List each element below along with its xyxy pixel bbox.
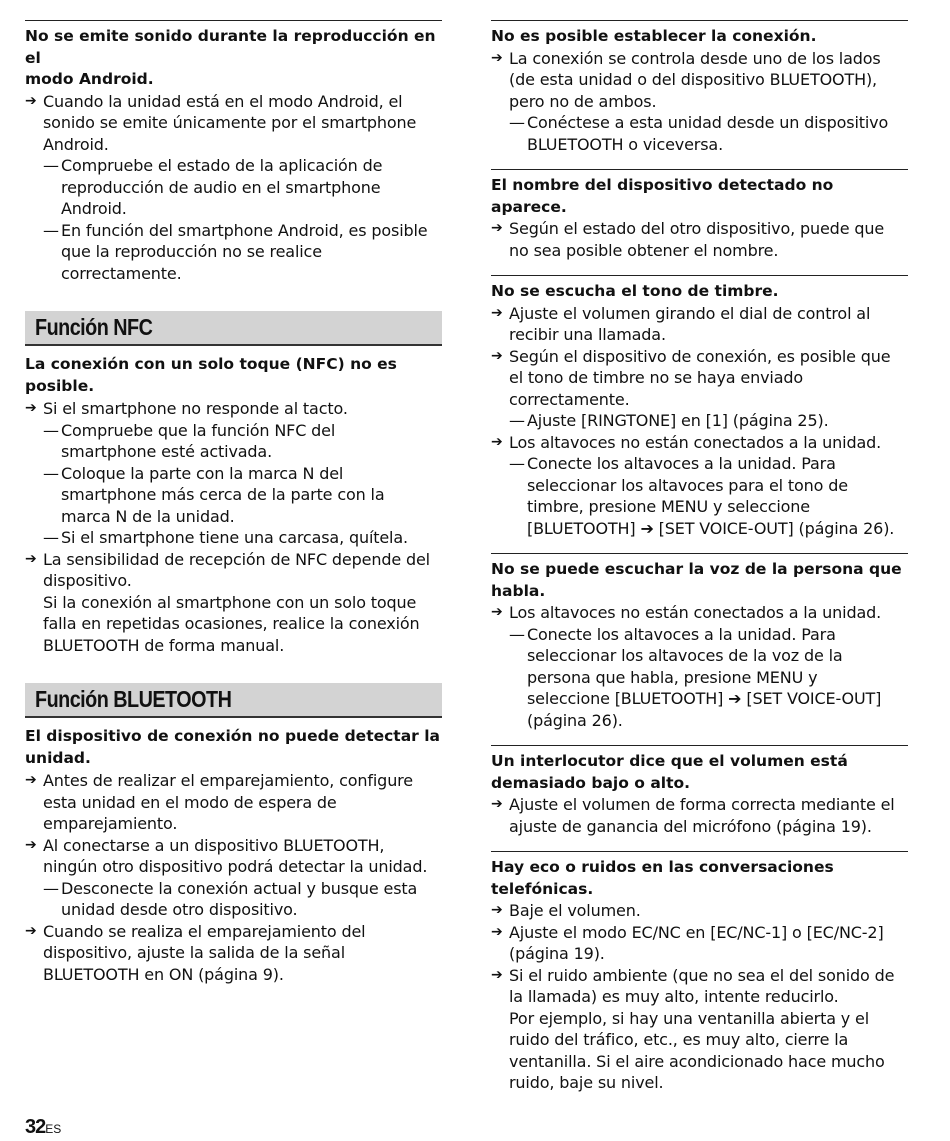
text-line [491, 324, 908, 346]
bullet-item [25, 549, 442, 571]
item-heading [491, 751, 908, 794]
line-text: En función del smartphone Android, es posible [61, 220, 428, 240]
line-text: ruido del tráfico, etc., es muy alto, cierre la [509, 1030, 849, 1049]
sub-bullet-item [25, 220, 442, 242]
bullet-item [491, 48, 908, 70]
line-text: Si el smartphone tiene una carcasa, quítela. [61, 528, 408, 547]
heading-line: habla. [491, 581, 546, 600]
dash-icon: — [43, 528, 59, 547]
item-heading [491, 26, 908, 48]
text-line [491, 91, 908, 113]
text-line [491, 943, 908, 965]
line-text: timbre, presione MENU y seleccione [527, 497, 810, 516]
bullet-item [491, 602, 908, 624]
text-line [491, 986, 908, 1008]
item-heading [25, 26, 442, 91]
heading-line: No se escucha el tono de timbre. [491, 282, 779, 300]
line-text: dispositivo, ajuste la salida de la señal [43, 943, 345, 962]
line-text: Desconecte la conexión actual y busque esta [61, 878, 418, 898]
line-text: ventanilla. Si el aire acondicionado hace mucho [509, 1051, 885, 1071]
item-heading [491, 175, 908, 218]
line-text: dispositivo. [43, 571, 132, 590]
sub-bullet-item [491, 624, 908, 646]
arrow-right-icon: ➔ [25, 836, 37, 853]
line-text: (página 19). [509, 944, 605, 963]
text-line [25, 263, 442, 285]
line-text: unidad desde otro dispositivo. [61, 900, 298, 919]
line-text: sonido se emite únicamente por el smartphone [43, 113, 417, 132]
line-text: Conecte los altavoces a la unidad. Para [527, 624, 836, 644]
text-line [25, 570, 442, 592]
page-number: 32ES [25, 1116, 62, 1138]
text-line [491, 389, 908, 411]
sub-bullet-item [25, 155, 442, 177]
dash-icon: — [509, 454, 525, 473]
line-text: Los altavoces no están conectados a la unidad. [509, 603, 882, 622]
line-text: Compruebe el estado de la aplicación de [61, 156, 383, 175]
line-text: recibir una llamada. [509, 325, 666, 344]
arrow-right-icon: ➔ [491, 220, 503, 236]
line-text: Antes de realizar el emparejamiento, configure [43, 771, 413, 790]
dash-icon: — [509, 113, 525, 132]
line-text: pero no de ambos. [509, 91, 657, 111]
line-text: ningún otro dispositivo podrá detectar la unidad. [43, 857, 428, 876]
bullet-item [491, 900, 908, 922]
item-heading [491, 559, 908, 602]
text-line [491, 1029, 908, 1051]
line-text: Según el dispositivo de conexión, es posible que [509, 346, 891, 366]
text-line [25, 198, 442, 220]
text-line [491, 1072, 908, 1094]
text-line [491, 1008, 908, 1030]
bullet-item [491, 922, 908, 944]
text-line [25, 177, 442, 199]
line-text: Por ejemplo, si hay una ventanilla abierta y el [509, 1008, 870, 1028]
line-text: Ajuste el volumen girando el dial de control al [509, 303, 871, 323]
bullet-item [491, 965, 908, 987]
line-text: La conexión se controla desde uno de los lados [509, 48, 881, 68]
dash-icon: — [43, 463, 59, 483]
text-line [491, 240, 908, 262]
text-line [491, 645, 908, 667]
text-line [25, 942, 442, 964]
line-text: esta unidad en el modo de espera de [43, 792, 337, 812]
heading-line: modo Android. [25, 70, 154, 88]
line-text: Baje el volumen. [509, 901, 641, 920]
heading-line: La conexión con un solo toque (NFC) no es [25, 355, 397, 373]
line-text: ruido, baje su nivel. [509, 1073, 664, 1092]
line-text: Si el smartphone no responde al tacto. [43, 399, 348, 418]
line-text: reproducción de audio en el smartphone [61, 177, 381, 197]
line-text: ajuste de ganancia del micrófono (página 19). [509, 816, 872, 836]
dash-icon: — [43, 156, 59, 175]
text-line [25, 635, 442, 657]
arrow-right-icon: ➔ [25, 922, 37, 939]
line-text: correctamente. [61, 263, 182, 283]
line-text: BLUETOOTH en ON (página 9). [43, 964, 284, 984]
bullet-item [25, 398, 442, 420]
line-text: Android. [43, 134, 109, 154]
heading-line: El nombre del dispositivo detectado no aparece. [491, 176, 834, 216]
line-text: Al conectarse a un dispositivo BLUETOOTH, [43, 835, 385, 855]
dash-icon: — [43, 220, 59, 240]
line-text: Ajuste el volumen de forma correcta mediante el [509, 795, 895, 814]
line-text: Cuando la unidad está en el modo Android, el [43, 91, 403, 111]
line-text: emparejamiento. [43, 814, 178, 833]
bullet-item [491, 303, 908, 325]
arrow-right-icon: ➔ [491, 347, 503, 364]
heading-line: Hay eco o ruidos en las conversaciones [491, 858, 834, 876]
bullet-item [491, 218, 908, 240]
text-line [491, 816, 908, 838]
item-heading [25, 726, 442, 769]
text-line [25, 506, 442, 528]
text-line [25, 592, 442, 614]
text-line [25, 134, 442, 156]
line-text: BLUETOOTH o viceversa. [527, 134, 724, 154]
arrow-right-icon: ➔ [25, 92, 37, 109]
line-text: (página 26). [527, 710, 623, 730]
bullet-item [25, 835, 442, 857]
troubleshooting-item [25, 20, 442, 284]
line-text: Android. [61, 199, 127, 218]
line-text: seleccionar los altavoces de la voz de la [527, 646, 843, 665]
sub-bullet-item [25, 527, 442, 549]
troubleshooting-item [491, 169, 908, 261]
text-line [491, 518, 908, 540]
arrow-right-icon: ➔ [491, 604, 503, 620]
sub-bullet-item [25, 420, 442, 442]
troubleshooting-item [491, 20, 908, 155]
line-text: La sensibilidad de recepción de NFC depende del [43, 549, 430, 569]
arrow-right-icon: ➔ [491, 966, 503, 983]
arrow-right-icon: ➔ [491, 49, 503, 66]
section-header-nfc: Función NFC [25, 311, 442, 346]
text-line [25, 792, 442, 814]
item-heading [491, 857, 908, 900]
section-header-bluetooth: Función BLUETOOTH [25, 683, 442, 718]
dash-icon: — [43, 878, 59, 898]
line-text: Si el ruido ambiente (que no sea el del sonido de [509, 965, 895, 985]
arrow-right-icon: ➔ [25, 772, 37, 788]
troubleshooting-item [25, 726, 442, 985]
bullet-item [25, 921, 442, 943]
line-text: [BLUETOOTH] ➔ [SET VOICE-OUT] (página 26). [527, 518, 895, 538]
dash-icon: — [509, 624, 525, 644]
dash-icon: — [509, 411, 525, 430]
heading-line: unidad. [25, 748, 91, 767]
text-line [25, 484, 442, 506]
troubleshooting-item [25, 354, 442, 656]
text-line [491, 367, 908, 389]
heading-line: telefónicas. [491, 879, 594, 898]
heading-line: No se puede escuchar la voz de la persona que [491, 560, 902, 578]
text-line [25, 964, 442, 986]
arrow-right-icon: ➔ [491, 304, 503, 321]
dash-icon: — [43, 420, 59, 440]
heading-line: Un interlocutor dice que el volumen está [491, 752, 848, 770]
right-column [491, 20, 908, 1108]
text-line [491, 710, 908, 732]
line-text: Coloque la parte con la marca N del [61, 463, 344, 483]
line-text: Compruebe que la función NFC del [61, 420, 336, 440]
text-line [25, 899, 442, 921]
text-line [25, 613, 442, 635]
text-line [491, 475, 908, 497]
text-line [491, 1051, 908, 1073]
line-text: Conéctese a esta unidad desde un dispositivo [527, 113, 889, 132]
troubleshooting-item [491, 851, 908, 1094]
arrow-right-icon: ➔ [491, 796, 503, 812]
bullet-item [491, 794, 908, 816]
bullet-item [491, 346, 908, 368]
bullet-item [491, 432, 908, 454]
sub-bullet-item [491, 410, 908, 432]
line-text: marca N de la unidad. [61, 506, 235, 526]
line-text: Cuando se realiza el emparejamiento del [43, 921, 366, 941]
line-text: seleccionar los altavoces para el tono de [527, 475, 848, 495]
arrow-right-icon: ➔ [491, 433, 503, 450]
arrow-right-icon: ➔ [25, 550, 37, 567]
text-line [25, 112, 442, 134]
text-line [491, 134, 908, 156]
heading-line: El dispositivo de conexión no puede detectar la [25, 727, 440, 745]
sub-bullet-item [491, 112, 908, 134]
sub-bullet-item [491, 453, 908, 475]
troubleshooting-item [491, 745, 908, 837]
line-text: smartphone más cerca de la parte con la [61, 485, 385, 504]
text-line [25, 441, 442, 463]
line-text: Según el estado del otro dispositivo, puede que [509, 219, 885, 238]
line-text: Ajuste el modo EC/NC en [EC/NC-1] o [EC/NC-2] [509, 922, 884, 942]
line-text: Ajuste [RINGTONE] en [1] (página 25). [527, 411, 829, 430]
item-heading [25, 354, 442, 397]
troubleshooting-item [491, 275, 908, 539]
sub-bullet-item [25, 878, 442, 900]
line-text: persona que habla, presione MENU y [527, 667, 818, 687]
heading-line: demasiado bajo o alto. [491, 773, 691, 792]
heading-line: No se emite sonido durante la reproducción en el [25, 27, 436, 67]
line-text: no sea posible obtener el nombre. [509, 240, 779, 260]
line-text: el tono de timbre no se haya enviado [509, 368, 803, 387]
arrow-right-icon: ➔ [25, 400, 37, 416]
text-line [491, 667, 908, 689]
heading-line: posible. [25, 376, 95, 395]
left-column [25, 20, 442, 999]
line-text: Si la conexión al smartphone con un solo toque [43, 592, 417, 612]
troubleshooting-item [491, 553, 908, 731]
item-heading [491, 281, 908, 303]
line-text: la llamada) es muy alto, intente reducirlo. [509, 987, 839, 1006]
text-line [25, 856, 442, 878]
line-text: (de esta unidad o del dispositivo BLUETOOTH), [509, 70, 877, 89]
heading-line: No es posible establecer la conexión. [491, 27, 817, 45]
line-text: Los altavoces no están conectados a la unidad. [509, 432, 882, 452]
bullet-item [25, 770, 442, 792]
line-text: seleccione [BLUETOOTH] ➔ [SET VOICE-OUT] [527, 689, 882, 708]
bullet-item [25, 91, 442, 113]
arrow-right-icon: ➔ [491, 902, 503, 918]
text-line [491, 688, 908, 710]
line-text: falla en repetidas ocasiones, realice la conexión [43, 614, 420, 633]
text-line [25, 813, 442, 835]
line-text: Conecte los altavoces a la unidad. Para [527, 454, 836, 473]
text-line [491, 496, 908, 518]
sub-bullet-item [25, 463, 442, 485]
line-text: que la reproducción no se realice [61, 242, 322, 261]
text-line [491, 69, 908, 91]
line-text: BLUETOOTH de forma manual. [43, 635, 285, 655]
line-text: smartphone esté activada. [61, 442, 273, 461]
text-line [25, 241, 442, 263]
arrow-right-icon: ➔ [491, 923, 503, 940]
line-text: correctamente. [509, 389, 630, 409]
